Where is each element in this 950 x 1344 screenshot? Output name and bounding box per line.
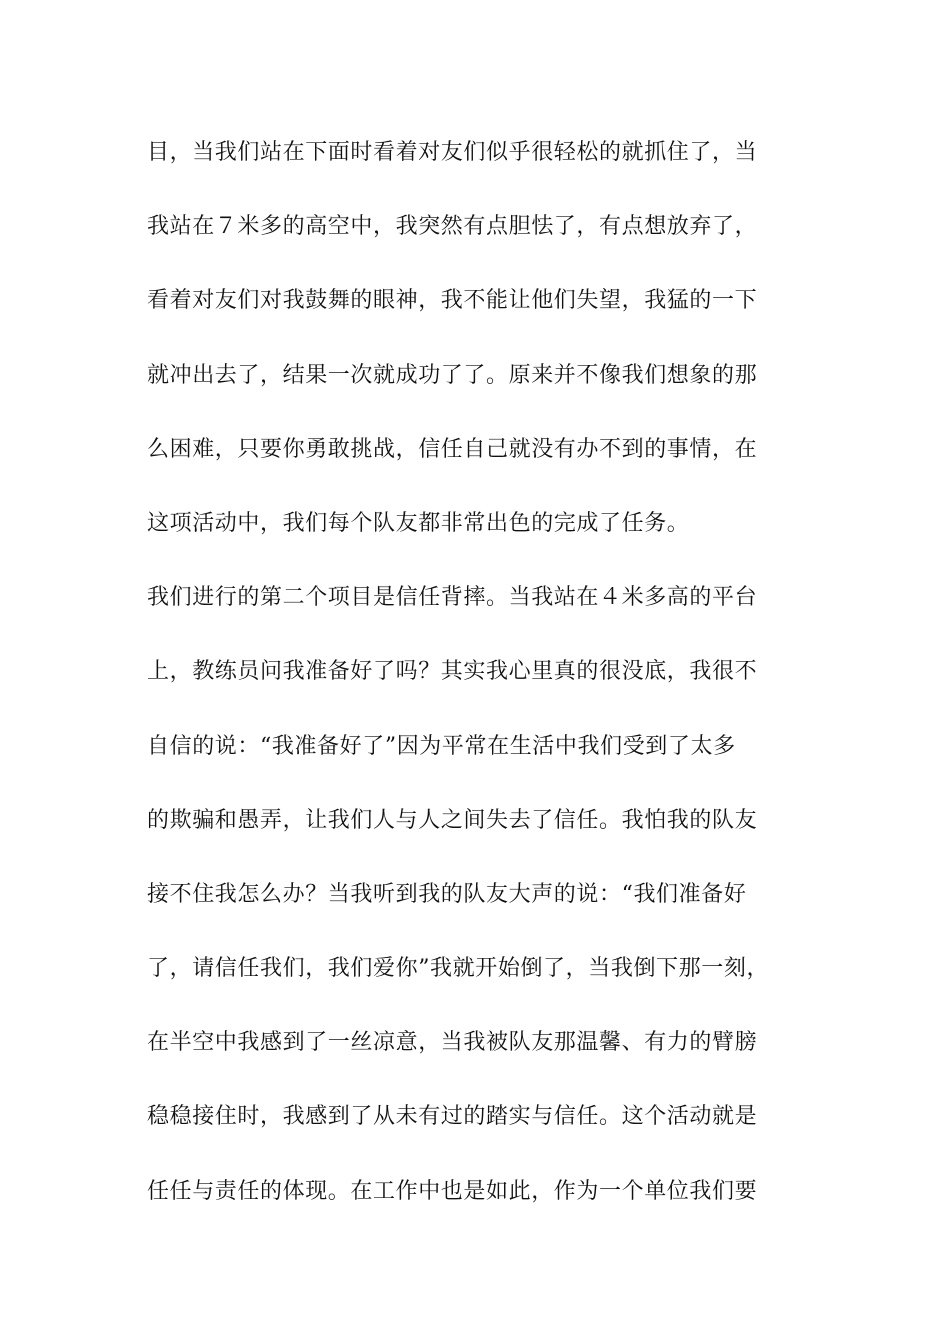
text-line: 看着对友们对我鼓舞的眼神，我不能让他们失望，我猛的一下 bbox=[147, 288, 758, 314]
body-text bbox=[147, 134, 847, 1247]
text-line: 的欺骗和愚弄，让我们人与人之间失去了信任。我怕我的队友 bbox=[147, 807, 758, 833]
text-line: 目，当我们站在下面时看着对友们似乎很轻松的就抓住了，当 bbox=[147, 140, 758, 165]
text-line: 在半空中我感到了一丝凉意，当我被队友那温馨、有力的臂膀 bbox=[147, 1030, 758, 1056]
text-line: 上，教练员问我准备好了吗？其实我心里真的很没底，我很不 bbox=[147, 659, 758, 685]
text-line: 我们进行的第二个项目是信任背摔。当我站在４米多高的平台 bbox=[147, 585, 758, 611]
text-line: 稳稳接住时，我感到了从未有过的踏实与信任。这个活动就是 bbox=[147, 1104, 758, 1130]
text-line: 就冲出去了，结果一次就成功了了。原来并不像我们想象的那 bbox=[147, 362, 758, 388]
text-line: 我站在７米多的高空中，我突然有点胆怯了，有点想放弃了， bbox=[147, 214, 758, 240]
text-line: 任任与责任的体现。在工作中也是如此，作为一个单位我们要 bbox=[147, 1178, 758, 1204]
text-line: 这项活动中，我们每个队友都非常出色的完成了任务。 bbox=[147, 510, 690, 536]
text-line: 么困难，只要你勇敢挑战，信任自己就没有办不到的事情，在 bbox=[147, 436, 758, 462]
text-line: 了，请信任我们，我们爱你”我就开始倒了，当我倒下那一刻， bbox=[147, 956, 770, 982]
text-line: 自信的说：“我准备好了”因为平常在生活中我们受到了太多 bbox=[147, 733, 736, 759]
text-line: 接不住我怎么办？当我听到我的队友大声的说：“我们准备好 bbox=[147, 881, 747, 907]
